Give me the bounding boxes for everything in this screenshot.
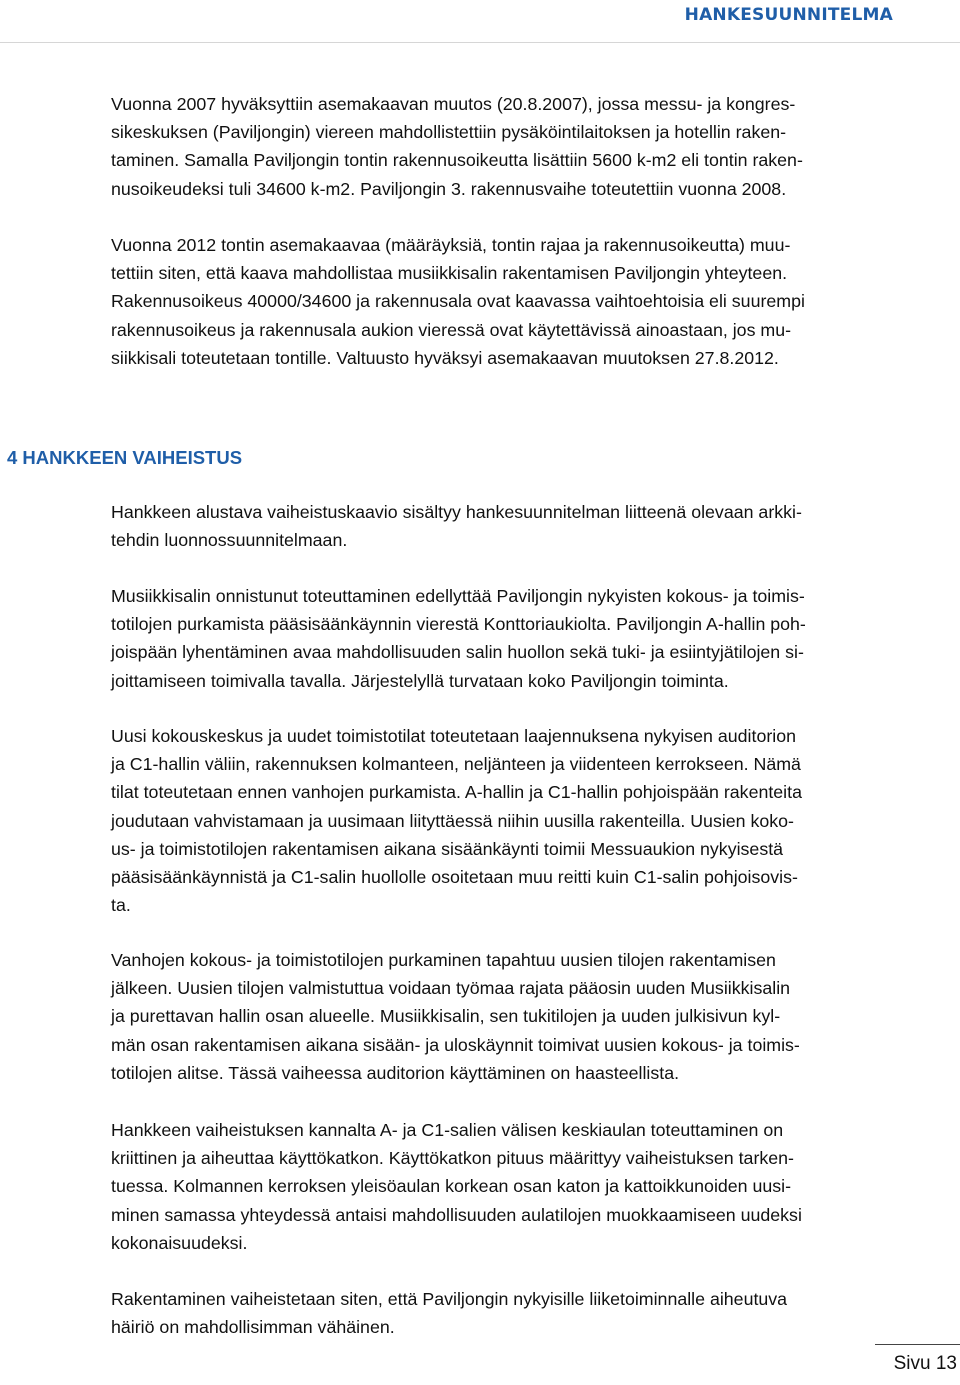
text-line: tilat toteutetaan ennen vanhojen purkamista. A-hallin ja C1-hallin pohjoispään rakenteita: [111, 782, 802, 803]
text-line: jälkeen. Uusien tilojen valmistuttua voidaan työmaa rajata pääosin uuden Musiikkisalin: [111, 978, 791, 999]
section-heading: 4 HANKKEEN VAIHEISTUS: [7, 447, 243, 468]
text-line: pääsisäänkäynnistä ja C1-salin huollolle osoitetaan muu reitti kuin C1-salin pohjoisovis-: [111, 867, 798, 888]
paragraph-old-facilities-demolition: [111, 946, 903, 1087]
text-line: nusoikeudeksi tuli 34600 k-m2. Paviljongin 3. rakennusvaihe toteutettiin vuonna 2008.: [111, 178, 787, 199]
text-line: rakennusoikeus ja rakennusala aukion vieressä ovat käytettävissä ainoastaan, jos mu-: [111, 319, 792, 340]
text-line: Hankkeen vaiheistuksen kannalta A- ja C1-salien välisen keskiaulan toteuttaminen on: [111, 1120, 784, 1140]
paragraph-zoning-2007: [111, 90, 903, 203]
paragraph-phasing-diagram: [111, 498, 903, 554]
text-line: minen samassa yhteydessä antaisi mahdollisuuden aulatilojen muokkaamiseen uudeksi: [111, 1204, 802, 1225]
text-line: us- ja toimistotilojen rakentamisen aikana sisäänkäynti toimii Messuaukion nykyisestä: [111, 838, 784, 859]
text-line: siikkisali toteutetaan tontille. Valtuusto hyväksyi asemakaavan muutoksen 27.8.2012.: [111, 347, 779, 368]
paragraph-zoning-2012: [111, 231, 903, 372]
text-line: kriittinen ja aiheuttaa käyttökatkon. Käyttökatkon pituus määrittyy vaiheistuksen tarken-: [111, 1148, 794, 1169]
text-line: totilojen purkamista pääsisäänkäynnin vierestä Konttoriaukiolta. Paviljongin A-hallin poh-: [111, 614, 806, 635]
page-number: Sivu 13: [893, 1353, 957, 1374]
text-line: Rakentaminen vaiheistetaan siten, että Paviljongin nykyisille liiketoiminnalle aiheutuva: [111, 1289, 788, 1309]
text-line: ja C1-hallin väliin, rakennuksen kolmanteen, neljänteen ja viidenteen kerrokseen. Nämä: [111, 754, 801, 775]
text-line: Musiikkisalin onnistunut toteuttaminen edellyttää Paviljongin nykyisten kokous- ja toimis-: [111, 586, 805, 606]
text-line: kokonaisuudeksi.: [111, 1232, 248, 1253]
text-line: tuessa. Kolmannen kerroksen yleisöaulan korkean osan katon ja kattoikkunoiden uusi-: [111, 1176, 792, 1197]
text-line: joudutaan vahvistamaan ja uusimaan liityttäessä niihin uusilla rakenteilla. Uusien koko-: [111, 810, 794, 831]
paragraph-central-lobby: [111, 1116, 903, 1257]
text-line: Vuonna 2007 hyväksyttiin asemakaavan muutos (20.8.2007), jossa messu- ja kongres-: [111, 94, 796, 114]
text-line: joittamiseen toimivalla tavalla. Järjestelyllä turvataan koko Paviljongin toiminta.: [111, 670, 729, 691]
text-line: tehdin luonnossuunnitelmaan.: [111, 530, 348, 551]
text-line: joispään lyhentäminen avaa mahdollisuuden salin huollon sekä tuki- ja esiintyjätilojen si-: [111, 642, 804, 663]
footer-divider: [875, 1344, 960, 1345]
text-line: ta.: [111, 895, 131, 916]
text-line: taminen. Samalla Paviljongin tontin rakennusoikeutta lisättiin 5600 k-m2 eli tontin raken-: [111, 150, 803, 171]
document-header-title: HANKESUUNNITELMA: [684, 5, 893, 25]
text-line: Uusi kokouskeskus ja uudet toimistotilat toteutetaan laajennuksena nykyisen auditorion: [111, 726, 796, 746]
text-line: Hankkeen alustava vaiheistuskaavio sisältyy hankesuunnitelman liitteenä olevaan arkki-: [111, 502, 802, 522]
paragraph-minimal-disruption: [111, 1285, 903, 1341]
paragraph-music-hall-demolition: [111, 582, 903, 695]
text-line: män osan rakentamisen aikana sisään- ja uloskäynnit toimivat uusien kokous- ja toimis-: [111, 1034, 800, 1055]
text-line: ja purettavan hallin osan alueelle. Musiikkisalin, sen tukitilojen ja uuden julkisivun kyl-: [111, 1006, 781, 1027]
text-line: Vuonna 2012 tontin asemakaavaa (määräyksiä, tontin rajaa ja rakennusoikeutta) muu-: [111, 235, 791, 255]
text-line: häiriö on mahdollisimman vähäinen.: [111, 1317, 395, 1338]
text-line: Rakennusoikeus 40000/34600 ja rakennusala ovat kaavassa vaihtoehtoisia eli suurempi: [111, 291, 805, 312]
paragraph-new-conference-center: [111, 722, 903, 919]
header-divider: [0, 42, 960, 43]
text-line: totilojen alitse. Tässä vaiheessa auditorion käyttäminen on haasteellista.: [111, 1062, 680, 1083]
text-line: sikeskuksen (Paviljongin) viereen mahdollistettiin pysäköintilaitoksen ja hotellin raken-: [111, 122, 787, 143]
text-line: Vanhojen kokous- ja toimistotilojen purkaminen tapahtuu uusien tilojen rakentamisen: [111, 950, 776, 970]
text-line: tettiin siten, että kaava mahdollistaa musiikkisalin rakentamisen Paviljongin yhteyteen.: [111, 263, 788, 284]
